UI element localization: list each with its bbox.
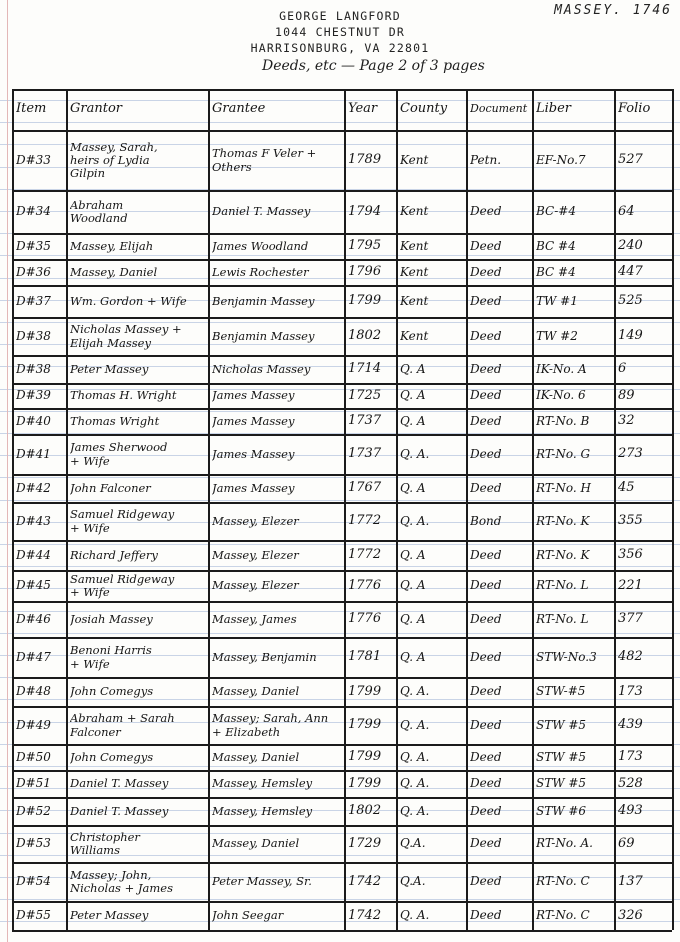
row-grantor-line: Thomas H. Wright — [70, 388, 177, 403]
row-grantee-line: James Massey — [212, 446, 295, 461]
row-item-id: D#46 — [16, 611, 51, 626]
row-folio: 69 — [618, 835, 635, 851]
row-liber: RT-No. K — [536, 513, 590, 528]
row-grantee-line: Thomas F Veler + — [212, 146, 317, 161]
row-grantee-line: Massey, Daniel — [212, 836, 300, 851]
row-grantee — [212, 504, 342, 539]
row-year: 1714 — [348, 361, 382, 377]
row-grantee-line: Nicholas Massey — [212, 361, 311, 376]
row-year: 1794 — [348, 203, 382, 219]
row-item-id: D#41 — [16, 446, 51, 461]
row-county: Q. A — [400, 413, 426, 428]
row-liber: RT-No. B — [536, 413, 590, 428]
row-year: 1737 — [348, 413, 382, 429]
row-folio: 356 — [618, 547, 643, 563]
row-folio: 149 — [618, 328, 643, 344]
row-grantor — [70, 679, 206, 705]
row-year: 1799 — [348, 683, 382, 699]
column-rule — [396, 89, 398, 930]
row-item-id: D#54 — [16, 874, 51, 889]
row-liber: IK-No. A — [536, 361, 587, 376]
column-rule — [344, 89, 346, 930]
row-county: Kent — [400, 238, 429, 253]
row-grantee — [212, 746, 342, 769]
row-grantor — [70, 436, 206, 473]
row-document-type: Deed — [470, 547, 502, 562]
row-grantee-line: Massey, Hemsley — [212, 776, 313, 791]
row-folio: 32 — [618, 413, 635, 429]
row-liber: TW #2 — [536, 328, 578, 343]
row-liber: RT-No. C — [536, 874, 590, 889]
row-county: Q. A. — [400, 908, 430, 923]
row-grantor-line: Williams — [70, 843, 120, 857]
row-item-id: D#36 — [16, 264, 51, 279]
row-grantee-line: Benjamin Massey — [212, 293, 315, 308]
row-grantor-line: Massey; John, — [70, 867, 152, 882]
row-grantor — [70, 192, 206, 232]
row-folio: 240 — [618, 238, 643, 254]
row-grantor — [70, 639, 206, 676]
row-grantee-line: James Massey — [212, 480, 295, 495]
row-grantor-line: Abraham + Sarah — [70, 711, 175, 726]
row-county: Q. A. — [400, 803, 430, 818]
row-county: Kent — [400, 293, 429, 308]
row-item-id: D#40 — [16, 413, 51, 428]
row-grantor-line: Massey, Daniel — [70, 264, 158, 279]
row-year: 1725 — [348, 387, 382, 403]
row-year: 1776 — [348, 611, 382, 627]
letterhead-street: 1044 CHESTNUT DR — [275, 25, 405, 39]
row-item-id: D#37 — [16, 293, 51, 308]
row-grantor — [70, 357, 206, 382]
row-county: Q. A. — [400, 749, 430, 764]
row-year: 1776 — [348, 577, 382, 593]
row-grantee — [212, 357, 342, 382]
row-grantor-line: Nicholas + James — [70, 881, 173, 895]
row-liber: RT-No. L — [536, 611, 589, 626]
row-grantee-line: John Seegar — [212, 908, 284, 923]
row-liber: RT-No. L — [536, 578, 589, 593]
row-folio: 525 — [618, 293, 643, 309]
row-grantee — [212, 772, 342, 796]
row-grantee — [212, 639, 342, 676]
row-folio: 439 — [618, 717, 643, 733]
row-year: 1772 — [348, 513, 382, 529]
row-grantor-line: Abraham — [70, 197, 124, 212]
row-grantor — [70, 410, 206, 433]
header-item: Item — [16, 101, 47, 117]
row-grantor-line: heirs of Lydia — [70, 152, 150, 167]
row-grantee-line: James Massey — [212, 413, 295, 428]
row-document-type: Deed — [470, 238, 502, 253]
row-grantee — [212, 827, 342, 861]
row-year: 1799 — [348, 293, 382, 309]
header-grantee: Grantee — [212, 101, 266, 117]
row-county: Kent — [400, 328, 429, 343]
row-grantor-line: Samuel Ridgeway — [70, 507, 175, 522]
row-folio: 377 — [618, 611, 643, 627]
row-grantor-line: Daniel T. Massey — [70, 776, 169, 791]
row-grantor-line: Peter Massey — [70, 361, 149, 376]
row-grantee-line: James Woodland — [212, 238, 309, 253]
row-grantor-line: + Wife — [70, 520, 110, 535]
row-county: Kent — [400, 264, 429, 279]
row-grantee — [212, 261, 342, 284]
row-grantor-line: Massey, Sarah, — [70, 139, 158, 154]
row-grantor — [70, 319, 206, 354]
row-county: Q. A. — [400, 513, 430, 528]
row-grantee — [212, 132, 342, 189]
header-county: County — [400, 101, 448, 117]
row-item-id: D#52 — [16, 803, 51, 818]
row-grantor-line: Thomas Wright — [70, 413, 160, 428]
row-grantor-line: Christopher — [70, 829, 140, 844]
row-grantor-line: John Comegys — [70, 684, 154, 699]
row-grantee-line: + Elizabeth — [212, 724, 281, 739]
row-grantor-line: Nicholas Massey + — [70, 322, 182, 337]
row-county: Kent — [400, 204, 429, 219]
row-document-type: Deed — [470, 749, 502, 764]
row-grantor-line: Daniel T. Massey — [70, 803, 169, 818]
row-grantor-line: Benoni Harris — [70, 643, 152, 658]
row-liber: STW-No.3 — [536, 649, 597, 664]
row-grantee-line: James Massey — [212, 388, 295, 403]
letterhead-city: HARRISONBURG, VA 22801 — [250, 41, 430, 55]
row-county: Q. A — [400, 547, 426, 562]
row-year: 1772 — [348, 547, 382, 563]
row-grantor-line: Wm. Gordon + Wife — [70, 293, 187, 308]
row-grantor — [70, 542, 206, 569]
row-grantee-line: Peter Massey, Sr. — [212, 874, 312, 889]
header-year: Year — [348, 101, 378, 117]
row-grantee-line: Massey, Benjamin — [212, 649, 317, 664]
row-year: 1802 — [348, 803, 382, 819]
row-liber: STW #6 — [536, 803, 587, 818]
row-year: 1781 — [348, 649, 382, 665]
row-year: 1742 — [348, 873, 382, 889]
column-rule — [12, 89, 14, 930]
row-grantee-line: Lewis Rochester — [212, 264, 309, 279]
row-grantee — [212, 410, 342, 433]
row-grantee — [212, 476, 342, 501]
row-county: Q. A — [400, 388, 426, 403]
row-year: 1737 — [348, 446, 382, 462]
row-liber: RT-No. G — [536, 446, 591, 461]
row-county: Q. A. — [400, 717, 430, 732]
row-grantor — [70, 235, 206, 258]
row-county: Q. A — [400, 480, 426, 495]
row-grantor — [70, 708, 206, 743]
row-item-id: D#47 — [16, 649, 51, 664]
row-grantor — [70, 603, 206, 636]
row-folio: 6 — [618, 361, 627, 377]
row-grantor — [70, 864, 206, 900]
row-grantor — [70, 385, 206, 407]
column-rule — [466, 89, 468, 930]
row-grantee — [212, 603, 342, 636]
column-rule — [672, 89, 674, 930]
row-liber: STW #5 — [536, 776, 587, 791]
row-year: 1799 — [348, 775, 382, 791]
row-grantor-line: John Comegys — [70, 749, 154, 764]
column-rule — [532, 89, 534, 930]
row-grantee — [212, 436, 342, 473]
row-grantor — [70, 476, 206, 501]
header-grantor: Grantor — [70, 101, 122, 117]
row-document-type: Deed — [470, 413, 502, 428]
row-folio: 493 — [618, 803, 643, 819]
row-item-id: D#48 — [16, 684, 51, 699]
row-grantee-line: Massey, Daniel — [212, 684, 300, 699]
row-grantor-line: + Wife — [70, 585, 110, 599]
row-liber: RT-No. A. — [536, 836, 593, 851]
row-year: 1796 — [348, 264, 382, 280]
row-grantee — [212, 235, 342, 258]
row-item-id: D#42 — [16, 480, 51, 495]
row-liber: EF-No.7 — [536, 152, 586, 167]
row-grantor — [70, 132, 206, 189]
row-rule — [12, 930, 672, 932]
row-document-type: Deed — [470, 717, 502, 732]
row-grantor-line: Elijah Massey — [70, 335, 151, 350]
row-document-type: Deed — [470, 776, 502, 791]
row-year: 1799 — [348, 749, 382, 765]
row-county: Q. A — [400, 611, 426, 626]
row-item-id: D#38 — [16, 361, 51, 376]
row-grantor-line: Peter Massey — [70, 908, 149, 923]
row-document-type: Deed — [470, 649, 502, 664]
row-document-type: Deed — [470, 361, 502, 376]
row-grantee-line: Benjamin Massey — [212, 328, 315, 343]
row-document-type: Bond — [470, 513, 502, 528]
row-county: Q. A. — [400, 776, 430, 791]
row-grantor-line: Samuel Ridgeway — [70, 572, 175, 586]
row-grantor-line: Richard Jeffery — [70, 547, 158, 562]
row-liber: RT-No. K — [536, 547, 590, 562]
row-county: Q. A — [400, 649, 426, 664]
row-liber: IK-No. 6 — [536, 388, 586, 403]
row-year: 1795 — [348, 238, 382, 254]
page-note: Deeds, etc — Page 2 of 3 pages — [262, 58, 485, 74]
row-item-id: D#43 — [16, 513, 51, 528]
row-liber: RT-No. H — [536, 480, 591, 495]
row-document-type: Deed — [470, 803, 502, 818]
row-grantor-line: Gilpin — [70, 166, 105, 181]
row-document-type: Deed — [470, 328, 502, 343]
row-folio: 89 — [618, 387, 635, 403]
row-year: 1767 — [348, 480, 382, 496]
row-grantor — [70, 772, 206, 796]
row-grantor-line: Falconer — [70, 724, 121, 739]
row-document-type: Deed — [470, 874, 502, 889]
row-grantee-line: Daniel T. Massey — [212, 204, 311, 219]
row-folio: 527 — [618, 152, 643, 168]
row-item-id: D#49 — [16, 717, 51, 732]
row-item-id: D#53 — [16, 836, 51, 851]
header-folio: Folio — [618, 101, 651, 117]
row-county: Q. A. — [400, 684, 430, 699]
row-grantor-line: + Wife — [70, 453, 110, 468]
row-grantee — [212, 864, 342, 900]
column-rule — [66, 89, 68, 930]
row-document-type: Deed — [470, 611, 502, 626]
row-year: 1802 — [348, 328, 382, 344]
row-folio: 482 — [618, 649, 643, 665]
row-item-id: D#38 — [16, 328, 51, 343]
row-document-type: Deed — [470, 836, 502, 851]
row-county: Q.A. — [400, 836, 426, 851]
row-folio: 137 — [618, 873, 643, 889]
row-document-type: Deed — [470, 578, 502, 593]
row-grantee — [212, 903, 342, 929]
row-grantor-line: + Wife — [70, 656, 110, 671]
row-item-id: D#55 — [16, 908, 51, 923]
row-liber: RT-No. C — [536, 908, 590, 923]
row-folio: 326 — [618, 907, 643, 923]
row-liber: STW #5 — [536, 749, 587, 764]
row-folio: 528 — [618, 775, 643, 791]
row-document-type: Deed — [470, 480, 502, 495]
column-rule — [208, 89, 210, 930]
row-folio: 173 — [618, 749, 643, 765]
row-grantee-line: Massey, Elezer — [212, 578, 299, 593]
row-year: 1799 — [348, 717, 382, 733]
row-document-type: Deed — [470, 908, 502, 923]
row-grantor-line: Woodland — [70, 211, 128, 225]
row-grantor-line: James Sherwood — [70, 440, 168, 455]
row-grantee-line: Massey; Sarah, Ann — [212, 711, 329, 726]
row-grantor-line: John Falconer — [70, 480, 151, 495]
row-grantor — [70, 799, 206, 824]
row-grantee — [212, 287, 342, 316]
row-document-type: Deed — [470, 204, 502, 219]
row-liber: BC #4 — [536, 238, 576, 253]
row-document-type: Deed — [470, 264, 502, 279]
column-rule — [614, 89, 616, 930]
corner-note: MASSEY. 1746 — [554, 3, 672, 18]
row-grantee-line: Massey, Daniel — [212, 749, 300, 764]
row-grantor — [70, 572, 206, 600]
row-folio: 173 — [618, 683, 643, 699]
row-county: Q.A. — [400, 874, 426, 889]
row-document-type: Deed — [470, 446, 502, 461]
row-liber: BC-#4 — [536, 204, 576, 219]
row-liber: TW #1 — [536, 293, 578, 308]
row-liber: STW-#5 — [536, 684, 586, 699]
row-grantee — [212, 319, 342, 354]
row-document-type: Deed — [470, 293, 502, 308]
row-grantee-line: Massey, Hemsley — [212, 803, 313, 818]
row-document-type: Petn. — [470, 152, 502, 167]
row-grantee — [212, 679, 342, 705]
row-grantor-line: Josiah Massey — [70, 611, 153, 626]
row-year: 1742 — [348, 907, 382, 923]
row-year: 1729 — [348, 835, 382, 851]
row-item-id: D#39 — [16, 388, 51, 403]
row-grantor — [70, 903, 206, 929]
row-document-type: Deed — [470, 388, 502, 403]
row-grantee — [212, 542, 342, 569]
row-grantee-line: Massey, James — [212, 611, 297, 626]
row-document-type: Deed — [470, 684, 502, 699]
row-grantee-line: Massey, Elezer — [212, 513, 299, 528]
header-liber: Liber — [536, 101, 572, 117]
row-year: 1789 — [348, 152, 382, 168]
row-grantee — [212, 708, 342, 743]
row-grantee-line: Massey, Elezer — [212, 547, 299, 562]
row-county: Q. A. — [400, 446, 430, 461]
row-grantee-line: Others — [212, 159, 252, 174]
row-item-id: D#50 — [16, 749, 51, 764]
row-liber: STW #5 — [536, 717, 587, 732]
row-grantee — [212, 192, 342, 232]
row-folio: 273 — [618, 446, 643, 462]
row-county: Q. A — [400, 361, 426, 376]
row-grantor — [70, 287, 206, 316]
row-county: Q. A — [400, 578, 426, 593]
row-folio: 221 — [618, 577, 643, 593]
row-grantee — [212, 799, 342, 824]
row-item-id: D#33 — [16, 152, 51, 167]
letterhead-name: GEORGE LANGFORD — [279, 9, 401, 23]
row-grantee — [212, 572, 342, 600]
row-grantee — [212, 385, 342, 407]
row-item-id: D#44 — [16, 547, 51, 562]
row-folio: 447 — [618, 264, 643, 280]
row-grantor — [70, 746, 206, 769]
row-grantor-line: Massey, Elijah — [70, 238, 154, 253]
row-folio: 45 — [618, 480, 635, 496]
row-grantor — [70, 261, 206, 284]
row-liber: BC #4 — [536, 264, 576, 279]
row-grantor — [70, 504, 206, 539]
row-folio: 64 — [618, 203, 635, 219]
left-margin-line — [7, 0, 8, 942]
row-item-id: D#51 — [16, 776, 51, 791]
header-document: Document — [470, 102, 528, 116]
row-folio: 355 — [618, 513, 643, 529]
row-item-id: D#45 — [16, 578, 51, 593]
row-grantor — [70, 827, 206, 861]
row-item-id: D#35 — [16, 238, 51, 253]
row-item-id: D#34 — [16, 204, 51, 219]
row-county: Kent — [400, 152, 429, 167]
